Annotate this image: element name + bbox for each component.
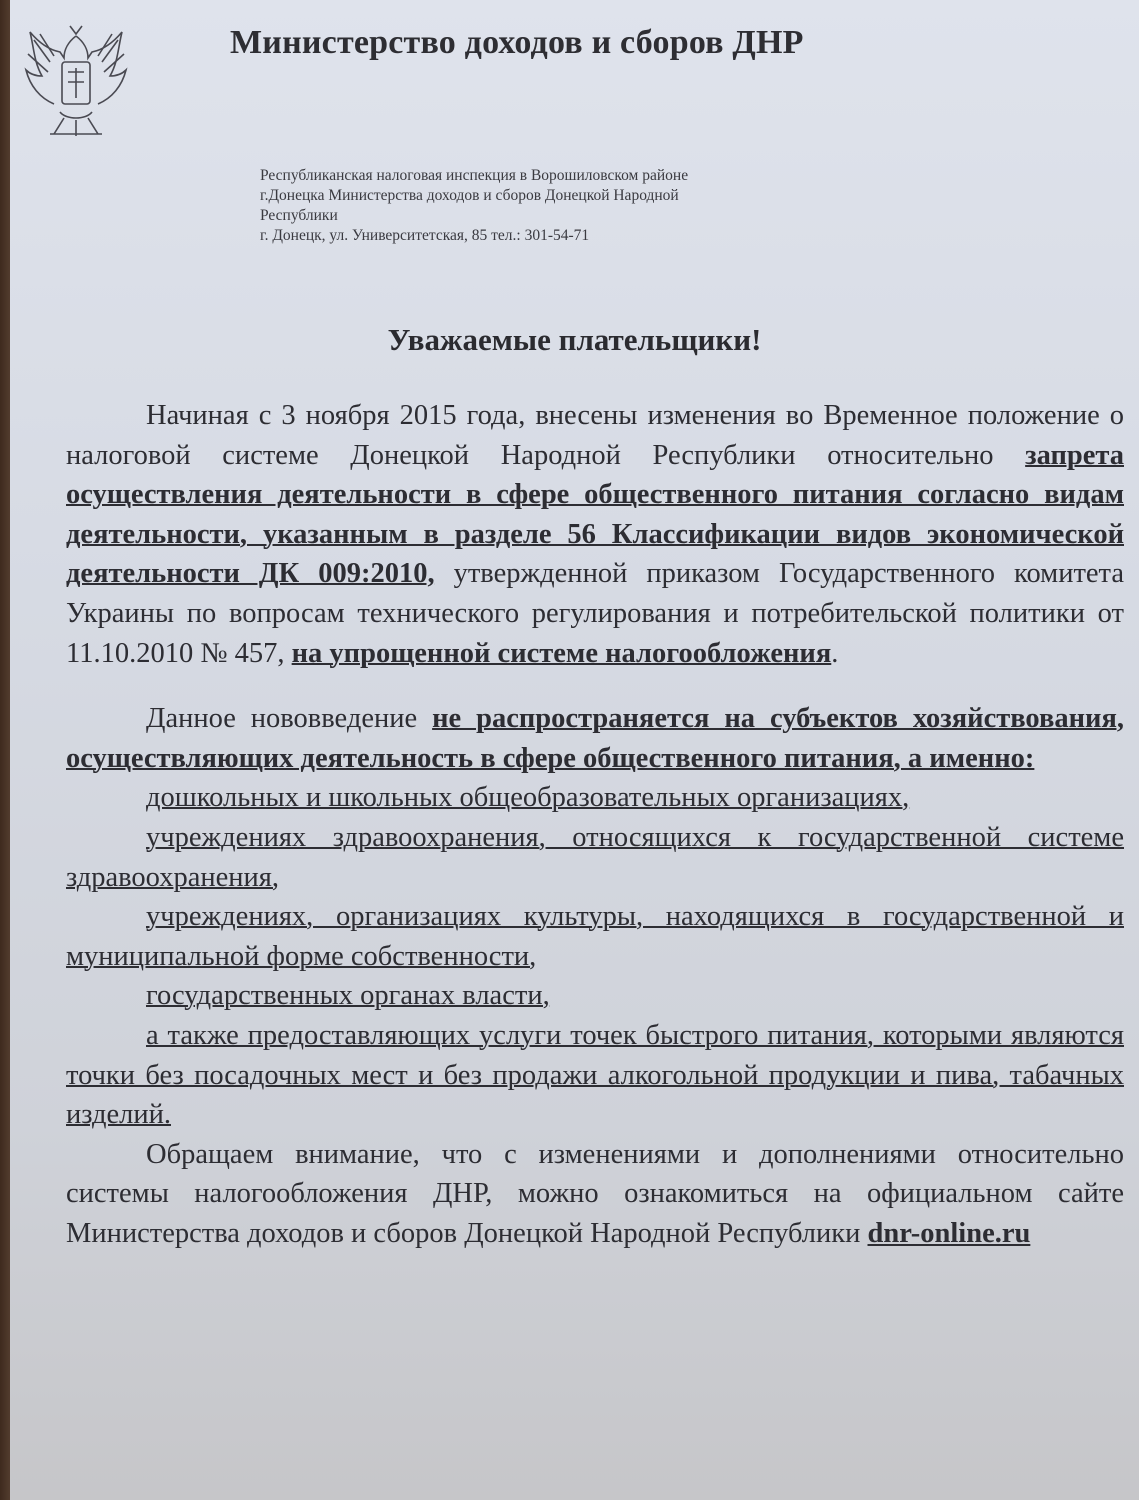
paragraph-exemption xyxy=(66,699,1124,778)
paragraph-text: Данное нововведение xyxy=(146,703,433,735)
exception-item xyxy=(66,1016,1124,1135)
exception-item xyxy=(66,976,1124,1016)
exception-item xyxy=(66,897,1124,976)
ban-statement: запрета осуществления деятельности в сфере общественного питания согласно видам деятельности, указанным в разделе 56 Классификации видов экономической деятельности ДК 009:2010, xyxy=(66,439,1124,590)
exemption-statement: не распространяется на субъектов хозяйствования, осуществляющих деятельность в сфере общественного питания, а именно: xyxy=(66,703,1124,774)
exception-text: государственных органах власти, xyxy=(146,980,550,1012)
greeting-heading: Уважаемые плательщики! xyxy=(387,322,762,357)
exception-item xyxy=(66,818,1124,897)
dnr-coat-of-arms-icon xyxy=(20,22,132,142)
notice-sheet xyxy=(10,0,1139,1500)
exception-text: учреждениях здравоохранения, относящихся к государственной системе здравоохранения, xyxy=(66,821,1124,893)
exception-text: а также предоставляющих услуги точек быстрого питания, которыми являются точки без посадочных мест и без продажи алкогольной продукции и пива, табачных изделий. xyxy=(66,1019,1124,1131)
paragraph-text: Начиная с 3 ноября 2015 года, внесены изменения во Временное положение о налоговой системе Донецкой Народной Республики относительно xyxy=(66,400,1124,471)
simplified-system-statement: на упрощенной системе налогообложения xyxy=(291,637,832,669)
paragraph-website xyxy=(66,1135,1124,1254)
ministry-title: Министерство доходов и сборов ДНР xyxy=(230,24,804,61)
paragraph-text: . xyxy=(831,637,839,669)
office-line: г.Донецка Министерства доходов и сборов Донецкой Народной xyxy=(260,187,679,204)
office-line: Республики xyxy=(260,207,338,224)
tax-office-address xyxy=(260,166,900,246)
office-line: г. Донецк, ул. Университетская, 85 тел.: 301-54-71 xyxy=(260,227,590,244)
exception-item xyxy=(66,778,1124,818)
office-line: Республиканская налоговая инспекция в Ворошиловском районе xyxy=(260,167,689,184)
paragraph-text: утвержденной приказом Государственного комитета Украины по вопросам технического регулирования и потребительской политики от 11.10.2010 № 457, xyxy=(66,558,1124,669)
paragraph-text: Обращаем внимание, что с изменениями и дополнениями относительно системы налогообложения ДНР, можно ознакомиться на официальном сайте Министерства доходов и сборов Донецкой Народной Республики xyxy=(66,1138,1124,1249)
exception-text: учреждениях, организациях культуры, находящихся в государственной и муниципальной форме собственности, xyxy=(66,901,1124,972)
exception-text: дошкольных и школьных общеобразовательных организациях, xyxy=(146,782,910,814)
notice-body xyxy=(66,396,1124,1253)
ministry-website-link[interactable]: dnr-online.ru xyxy=(867,1217,1031,1249)
paragraph-changes xyxy=(66,396,1124,673)
